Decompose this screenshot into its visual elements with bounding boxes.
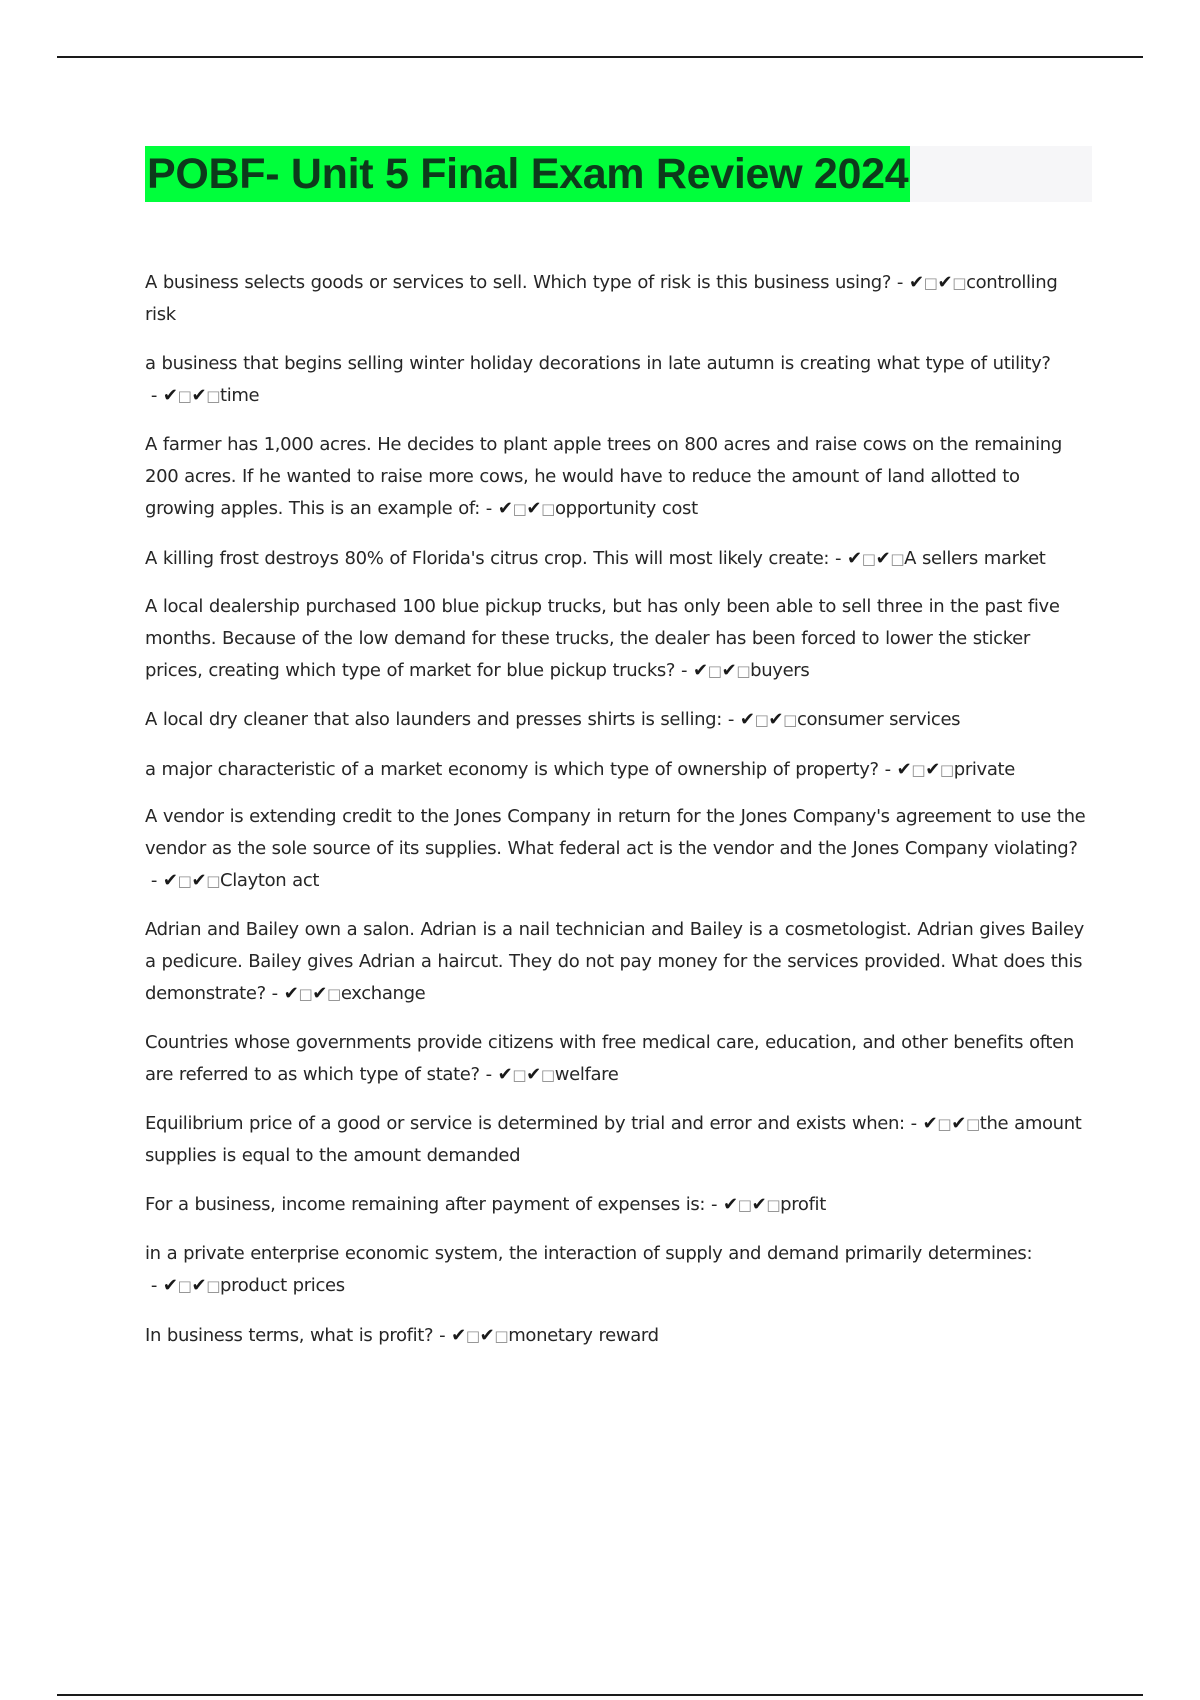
answer-text: A sellers market	[904, 548, 1046, 569]
checkmark-icon: ✔	[693, 660, 708, 681]
answer-marks	[163, 870, 220, 891]
checkmark-icon: ✔	[526, 498, 542, 519]
missing-glyph-box-icon: □	[465, 1327, 480, 1345]
missing-glyph-box-icon: □	[512, 1066, 527, 1084]
answer-marks	[451, 1325, 508, 1346]
question-text: Equilibrium price of a good or service is determined by trial and error and exists when:	[145, 1113, 905, 1134]
qa-item	[145, 914, 1090, 1010]
answer-text: product prices	[220, 1275, 345, 1296]
answer-text: exchange	[340, 983, 426, 1004]
question-text: A farmer has 1,000 acres. He decides to plant apple trees on 800 acres and raise cows on the remaining 200 acres. If he wanted to raise more cows, he would have to reduce the amount of land allotted to growing apples. This is an example of:	[145, 434, 1062, 519]
checkmark-icon: ✔	[875, 548, 891, 569]
separator: -	[479, 1064, 498, 1085]
missing-glyph-box-icon: □	[206, 387, 221, 405]
checkmark-icon: ✔	[739, 709, 755, 730]
missing-glyph-box-icon: □	[939, 761, 954, 779]
missing-glyph-box-icon: □	[783, 711, 797, 729]
question-text: A local dealership purchased 100 blue pickup trucks, but has only been able to sell three in the past five months. Because of the low demand for these trucks, the dealer has been forced to lower the sticker prices, creating which type of market for blue pickup trucks?	[145, 596, 1060, 681]
answer-text: profit	[780, 1194, 826, 1215]
missing-glyph-box-icon: □	[754, 711, 769, 729]
answer-marks	[897, 759, 954, 780]
separator: -	[145, 1275, 163, 1296]
separator: -	[479, 498, 498, 519]
answer-marks	[498, 1064, 555, 1085]
question-text: Countries whose governments provide citizens with free medical care, education, and other benefits often are referred to as which type of state?	[145, 1032, 1074, 1085]
answer-text: Clayton act	[220, 870, 320, 891]
question-text: a business that begins selling winter holiday decorations in late autumn is creating what type of utility?	[145, 353, 1051, 374]
missing-glyph-box-icon: □	[937, 1115, 952, 1133]
checkmark-icon: ✔	[479, 1325, 495, 1346]
answer-marks	[909, 272, 966, 293]
missing-glyph-box-icon: □	[736, 662, 751, 680]
missing-glyph-box-icon: □	[512, 500, 527, 518]
question-text: For a business, income remaining after payment of expenses is:	[145, 1194, 706, 1215]
checkmark-icon: ✔	[191, 870, 207, 891]
missing-glyph-box-icon: □	[965, 1115, 980, 1133]
checkmark-icon: ✔	[951, 1113, 966, 1134]
missing-glyph-box-icon: □	[890, 550, 905, 568]
separator: -	[145, 385, 163, 406]
answer-marks	[163, 1275, 220, 1296]
checkmark-icon: ✔	[162, 870, 178, 891]
separator: -	[891, 272, 909, 293]
answer-text: opportunity cost	[554, 498, 698, 519]
qa-item	[145, 591, 1090, 687]
question-text: A local dry cleaner that also launders and presses shirts is selling:	[145, 709, 722, 730]
answer-text: time	[220, 385, 260, 406]
qa-item	[145, 1320, 1090, 1352]
checkmark-icon: ✔	[162, 385, 178, 406]
missing-glyph-box-icon: □	[861, 550, 876, 568]
checkmark-icon: ✔	[925, 759, 940, 780]
missing-glyph-box-icon: □	[923, 274, 938, 292]
separator: -	[721, 709, 740, 730]
checkmark-icon: ✔	[768, 709, 784, 730]
checkmark-icon: ✔	[162, 1275, 178, 1296]
answer-text: welfare	[554, 1064, 619, 1085]
missing-glyph-box-icon: □	[177, 387, 192, 405]
question-text: A killing frost destroys 80% of Florida's citrus crop. This will most likely create:	[145, 548, 830, 569]
checkmark-icon: ✔	[922, 1113, 938, 1134]
checkmark-icon: ✔	[283, 983, 299, 1004]
qa-item	[145, 543, 1090, 575]
qa-item	[145, 267, 1090, 331]
page-title: POBF- Unit 5 Final Exam Review 2024	[145, 146, 910, 202]
checkmark-icon: ✔	[526, 1064, 541, 1085]
missing-glyph-box-icon: □	[766, 1196, 781, 1214]
missing-glyph-box-icon: □	[737, 1196, 752, 1214]
checkmark-icon: ✔	[721, 660, 737, 681]
checkmark-icon: ✔	[451, 1325, 466, 1346]
checkmark-icon: ✔	[896, 759, 912, 780]
checkmark-icon: ✔	[312, 983, 327, 1004]
separator: -	[433, 1325, 452, 1346]
checkmark-icon: ✔	[497, 1064, 513, 1085]
missing-glyph-box-icon: □	[952, 274, 967, 292]
answer-text: the amount supplies is equal to the amount demanded	[145, 1113, 1082, 1166]
missing-glyph-box-icon: □	[911, 761, 926, 779]
qa-item	[145, 704, 1090, 736]
checkmark-icon: ✔	[191, 1275, 207, 1296]
missing-glyph-box-icon: □	[298, 985, 313, 1003]
question-text: A business selects goods or services to sell. Which type of risk is this business using?	[145, 272, 892, 293]
question-text: in a private enterprise economic system, the interaction of supply and demand primarily determines:	[145, 1243, 1033, 1264]
qa-item	[145, 1027, 1090, 1091]
qa-item	[145, 429, 1090, 525]
qa-item	[145, 1108, 1090, 1172]
question-text: In business terms, what is profit?	[145, 1325, 434, 1346]
checkmark-icon: ✔	[847, 548, 862, 569]
answer-marks	[847, 548, 904, 569]
checkmark-icon: ✔	[723, 1194, 738, 1215]
question-text: Adrian and Bailey own a salon. Adrian is a nail technician and Bailey is a cosmetologist. Adrian gives Bailey a pedicure. Bailey gives Adrian a haircut. They do not pay money for the services provided. What does this demonstrate?	[145, 919, 1084, 1004]
answer-marks	[693, 660, 750, 681]
answer-marks	[163, 385, 220, 406]
checkmark-icon: ✔	[751, 1194, 767, 1215]
separator: -	[705, 1194, 724, 1215]
qa-item	[145, 754, 1090, 786]
qa-item	[145, 1238, 1090, 1302]
question-text: a major characteristic of a market economy is which type of ownership of property?	[145, 759, 879, 780]
separator: -	[829, 548, 848, 569]
bottom-rule	[57, 1694, 1143, 1696]
checkmark-icon: ✔	[908, 272, 924, 293]
separator: -	[878, 759, 897, 780]
missing-glyph-box-icon: □	[206, 1277, 221, 1295]
separator: -	[265, 983, 284, 1004]
separator: -	[145, 870, 163, 891]
separator: -	[675, 660, 694, 681]
answer-text: consumer services	[796, 709, 961, 730]
question-list	[145, 250, 1090, 1352]
missing-glyph-box-icon: □	[206, 872, 221, 890]
missing-glyph-box-icon: □	[327, 985, 341, 1003]
missing-glyph-box-icon: □	[494, 1327, 509, 1345]
answer-marks	[284, 983, 341, 1004]
qa-item	[145, 801, 1090, 897]
missing-glyph-box-icon: □	[707, 662, 722, 680]
answer-text: controlling risk	[145, 272, 1058, 325]
answer-text: private	[953, 759, 1015, 780]
question-text: A vendor is extending credit to the Jones Company in return for the Jones Company's agreement to use the vendor as the sole source of its supplies. What federal act is the vendor and the Jones Company violating?	[145, 806, 1086, 859]
missing-glyph-box-icon: □	[541, 500, 555, 518]
title-banner	[145, 146, 1092, 202]
answer-marks	[498, 498, 555, 519]
checkmark-icon: ✔	[937, 272, 953, 293]
separator: -	[904, 1113, 923, 1134]
checkmark-icon: ✔	[191, 385, 207, 406]
answer-text: buyers	[750, 660, 810, 681]
top-rule	[57, 56, 1143, 58]
answer-marks	[740, 709, 797, 730]
answer-marks	[923, 1113, 980, 1134]
checkmark-icon: ✔	[497, 498, 513, 519]
missing-glyph-box-icon: □	[177, 872, 192, 890]
answer-text: monetary reward	[508, 1325, 659, 1346]
qa-item	[145, 1189, 1090, 1221]
qa-item	[145, 348, 1090, 412]
missing-glyph-box-icon: □	[177, 1277, 192, 1295]
answer-marks	[723, 1194, 780, 1215]
missing-glyph-box-icon: □	[540, 1066, 555, 1084]
